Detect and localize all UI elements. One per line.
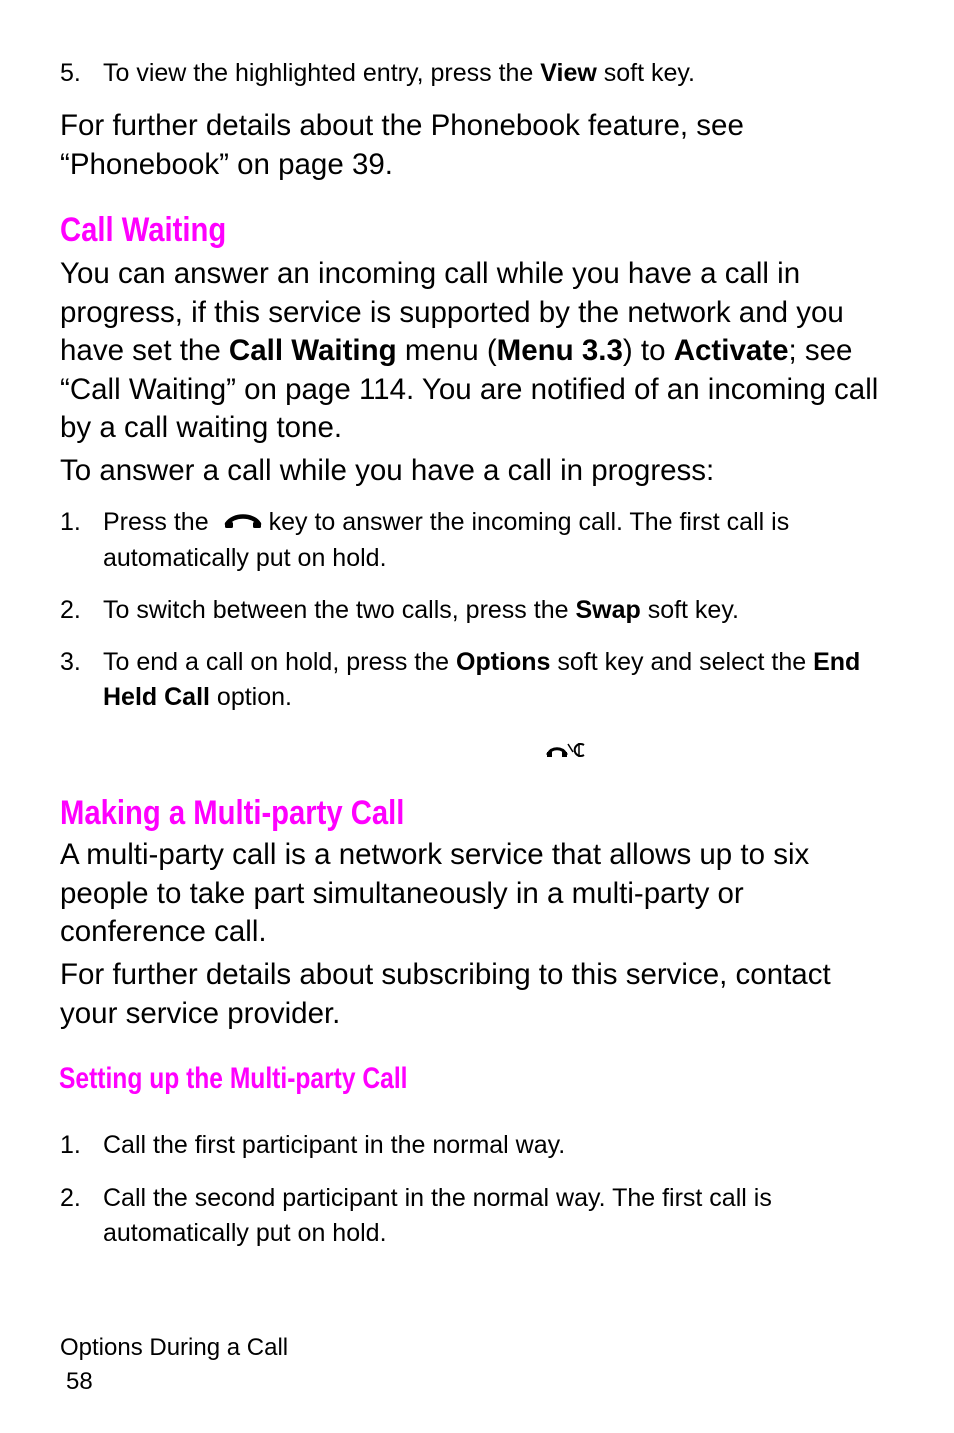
- list-item: [60, 1128, 900, 1163]
- option-name: End Held Call: [103, 648, 861, 711]
- call-on-hold-icon: [546, 740, 590, 760]
- soft-key-name: Options: [456, 648, 551, 676]
- soft-key-name: Swap: [575, 596, 641, 624]
- list-text: To switch between the two calls, press the Swap soft key.: [103, 596, 739, 624]
- call-waiting-intro: You can answer an incoming call while you have a call in progress, if this service is supported by the network and you have set the Call Waiting menu (Menu 3.3) to Activate; see “Call Waiting” on page 114. You are notified of an incoming call by a call waiting tone.: [60, 257, 879, 444]
- subsection-heading-setting-up: Setting up the Multi-party Call: [59, 1062, 408, 1095]
- list-number: 1.: [60, 508, 81, 536]
- send-key-icon: [223, 506, 263, 541]
- list-text: Call the second participant in the normal way. The first call is automatically put on hold.: [103, 1184, 772, 1247]
- call-waiting-lead: To answer a call while you have a call in progress:: [60, 454, 715, 487]
- list-item: [60, 645, 900, 715]
- list-number: 2.: [60, 596, 81, 624]
- list-item: [60, 505, 900, 575]
- list-item: [60, 1181, 900, 1251]
- footer-section-title: Options During a Call: [60, 1334, 289, 1361]
- multi-party-subscribe-note: For further details about subscribing to this service, contact your service provider.: [60, 958, 831, 1030]
- multi-party-intro: A multi-party call is a network service that allows up to six people to take part simultaneously in a multi-party or conference call.: [60, 838, 810, 948]
- list-text: To end a call on hold, press the Options soft key and select the End Held Call option.: [103, 648, 861, 711]
- list-text: Press the key to answer the incoming call. The first call is automatically put on hold.: [103, 505, 893, 576]
- section-heading-call-waiting: Call Waiting: [60, 211, 227, 249]
- list-item: [60, 56, 900, 91]
- list-item: [60, 593, 900, 628]
- list-number: 2.: [60, 1184, 81, 1212]
- list-text: Call the first participant in the normal way.: [103, 1131, 566, 1159]
- section-heading-multi-party: Making a Multi-party Call: [60, 794, 405, 832]
- list-number: 5.: [60, 59, 81, 87]
- list-number: 3.: [60, 648, 81, 676]
- list-text: To view the highlighted entry, press the View soft key.: [103, 59, 695, 87]
- soft-key-name: View: [540, 59, 597, 87]
- phonebook-note: For further details about the Phonebook feature, see “Phonebook” on page 39.: [60, 109, 744, 181]
- list-number: 1.: [60, 1131, 81, 1159]
- page-number: 58: [66, 1368, 93, 1395]
